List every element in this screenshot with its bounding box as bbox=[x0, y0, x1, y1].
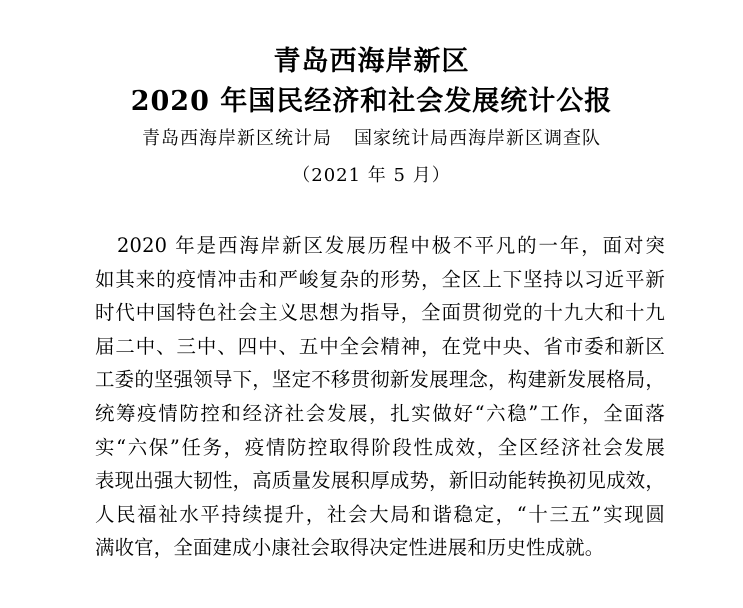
paragraph-line: 工委的坚强领导下，坚定不移贯彻新发展理念，构建新发展格局， bbox=[95, 368, 665, 392]
paragraph-line: 实“六保”任务，疫情防控取得阶段性成效，全区经济社会发展 bbox=[95, 435, 665, 459]
paragraph-line: 时代中国特色社会主义思想为指导，全面贯彻党的十九大和十九 bbox=[95, 301, 665, 325]
issuer-statistics-bureau: 青岛西海岸新区统计局 bbox=[142, 128, 332, 149]
document-title-line-2: 2020 年国民经济和社会发展统计公报 bbox=[130, 86, 613, 117]
paragraph-line: 人民福祉水平持续提升，社会大局和谐稳定，“十三五”实现圆 bbox=[95, 502, 665, 526]
paragraph-line: 2020 年是西海岸新区发展历程中极不平凡的一年，面对突 bbox=[117, 234, 665, 257]
paragraph-line: 满收官，全面建成小康社会取得决定性进展和历史性成就。 bbox=[95, 536, 605, 560]
issuer-survey-team: 国家统计局西海岸新区调查队 bbox=[354, 128, 601, 149]
paragraph-line: 表现出强大韧性，高质量发展积厚成势，新旧动能转换初见成效， bbox=[95, 469, 665, 493]
paragraph-line: 如其来的疫情冲击和严峻复杂的形势，全区上下坚持以习近平新 bbox=[95, 267, 665, 291]
document-title-line-1: 青岛西海岸新区 bbox=[273, 46, 470, 77]
paragraph-line: 届二中、三中、四中、五中全会精神，在党中央、省市委和新区 bbox=[95, 334, 665, 358]
paragraph-line: 统筹疫情防控和经济社会发展，扎实做好“六稳”工作，全面落 bbox=[95, 401, 665, 425]
publication-date: （2021 年 5 月） bbox=[292, 165, 451, 186]
issuer-line bbox=[0, 126, 743, 152]
body-paragraph bbox=[95, 229, 665, 565]
